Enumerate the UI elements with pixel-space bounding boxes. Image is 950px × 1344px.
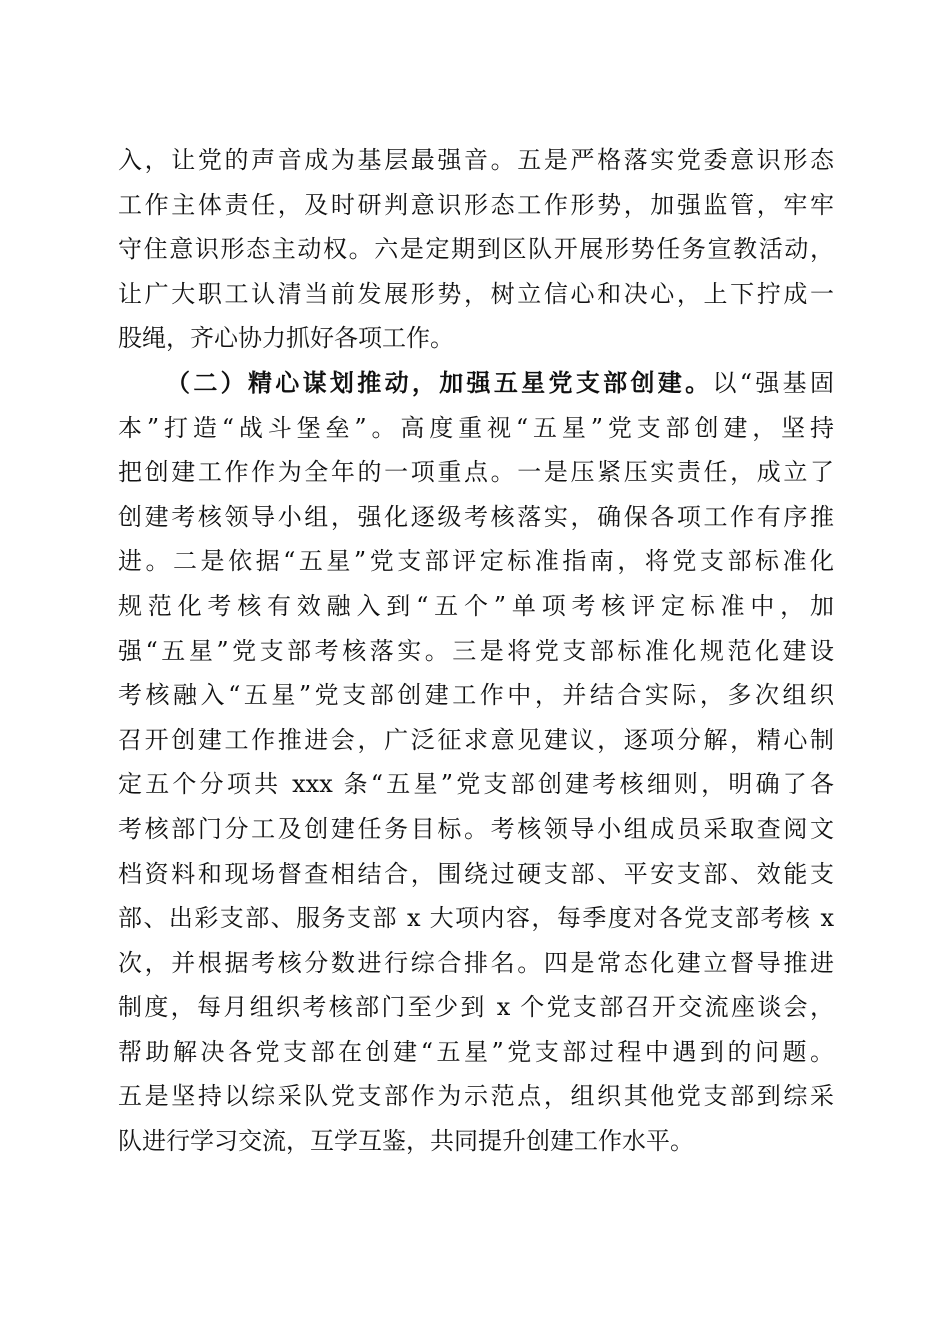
- text-line: 次，并根据考核分数进行综合排名。四是常态化建立督导推进: [118, 948, 834, 977]
- text-line: 考核部门分工及创建任务目标。考核领导小组成员采取查阅文: [118, 814, 834, 843]
- text-line: 股绳，齐心协力抓好各项工作。: [118, 324, 454, 353]
- text-line: 进。二是依据“五星”党支部评定标准指南，将党支部标准化: [118, 547, 834, 576]
- text-line: 档资料和现场督查相结合，围绕过硬支部、平安支部、效能支: [118, 859, 834, 888]
- text-line: 部、出彩支部、服务支部 x 大项内容，每季度对各党支部考核 x: [118, 904, 834, 933]
- text-line: 守住意识形态主动权。六是定期到区队开展形势任务宣教活动，: [118, 235, 834, 264]
- text-line: 入，让党的声音成为基层最强音。五是严格落实党委意识形态: [118, 146, 834, 174]
- text-line: 本”打造“战斗堡垒”。高度重视“五星”党支部创建，坚持: [118, 413, 834, 442]
- document-body: [118, 138, 834, 1164]
- text-line: 召开创建工作推进会，广泛征求意见建议，逐项分解，精心制: [118, 725, 834, 754]
- text-line: 定五个分项共 xxx 条“五星”党支部创建考核细则，明确了各: [118, 770, 834, 799]
- paragraph-1: [118, 138, 834, 361]
- text-line: 考核融入“五星”党支部创建工作中，并结合实际，多次组织: [118, 681, 834, 710]
- text-line: 工作主体责任，及时研判意识形态工作形势，加强监管，牢牢: [118, 190, 834, 219]
- text-line: 队进行学习交流，互学互鉴，共同提升创建工作水平。: [118, 1127, 694, 1156]
- heading-trailing-text: 以“强基固: [712, 368, 834, 397]
- text-line: 强“五星”党支部考核落实。三是将党支部标准化规范化建设: [118, 636, 834, 665]
- text-line: 把创建工作作为全年的一项重点。一是压紧压实责任，成立了: [118, 458, 834, 487]
- text-line: 帮助解决各党支部在创建“五星”党支部过程中遇到的问题。: [118, 1037, 834, 1066]
- text-line: 规范化考核有效融入到“五个”单项考核评定标准中，加: [118, 591, 834, 620]
- paragraph-2-first-line: [118, 361, 834, 406]
- paragraph-2: [118, 361, 834, 1164]
- text-line: 让广大职工认清当前发展形势，树立信心和决心，上下拧成一: [118, 279, 834, 308]
- text-line: 创建考核领导小组，强化逐级考核落实，确保各项工作有序推: [118, 502, 834, 531]
- section-heading: （二）精心谋划推动，加强五星党支部创建。: [166, 367, 713, 397]
- text-line: 制度，每月组织考核部门至少到 x 个党支部召开交流座谈会，: [118, 993, 834, 1022]
- text-line: 五是坚持以综采队党支部作为示范点，组织其他党支部到综采: [118, 1082, 834, 1111]
